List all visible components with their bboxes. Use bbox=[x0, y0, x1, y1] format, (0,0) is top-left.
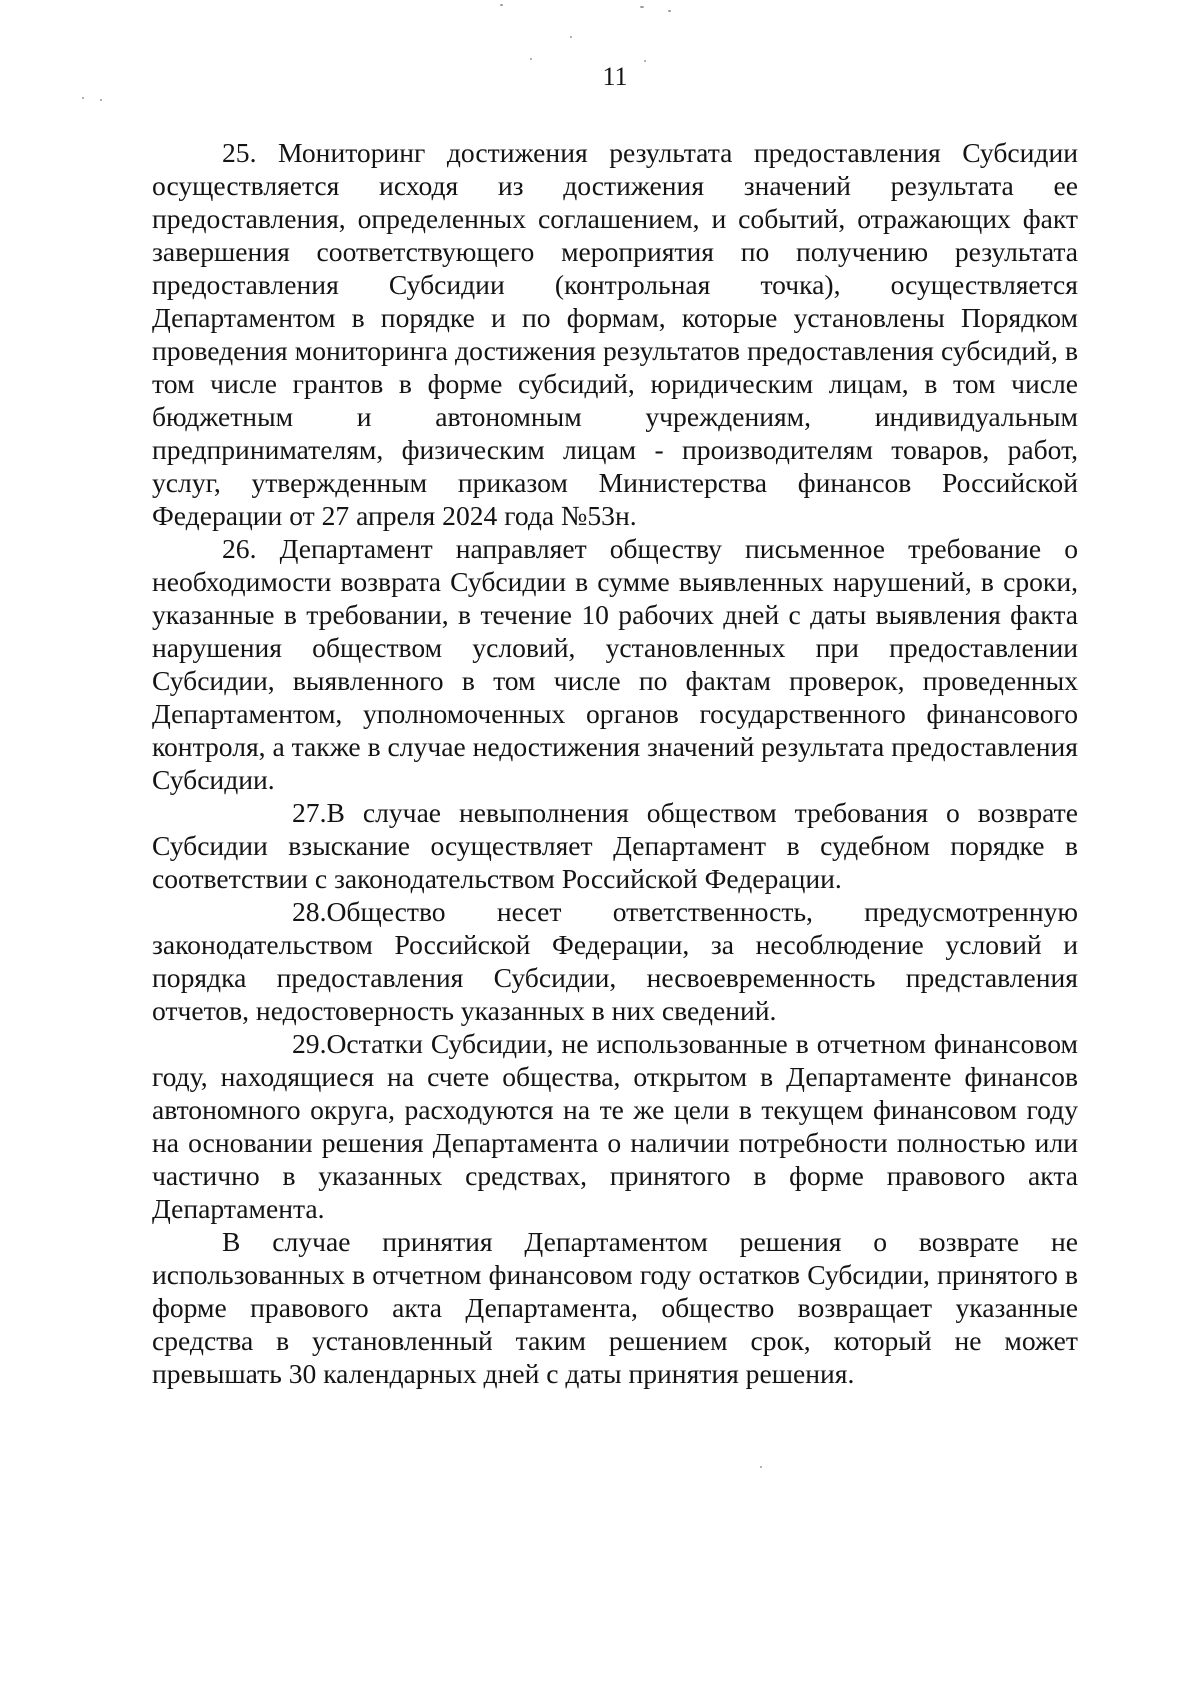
paragraph-number: 29. bbox=[292, 1028, 327, 1059]
scan-artifact bbox=[500, 4, 503, 6]
document-body bbox=[152, 136, 1078, 1390]
scan-artifact bbox=[530, 58, 532, 60]
scan-artifact bbox=[570, 36, 572, 38]
paragraph-text: Общество несет ответственность, предусмотренную законодательством Российской Федерации, за несоблюдение условий и порядка предоставления Субсидии, несвоевременность представления отчетов, недостоверность указанных в них сведений. bbox=[152, 896, 1078, 1026]
paragraph-27 bbox=[152, 796, 1078, 895]
paragraph-number: 27. bbox=[292, 797, 327, 828]
paragraph-29-continuation: В случае принятия Департаментом решения о возврате не использованных в отчетном финансовом году остатков Субсидии, принятого в форме правового акта Департамента, общество возвращает указанные средства в установленный таким решением срок, который не может превышать 30 календарных дней с даты принятия решения. bbox=[152, 1226, 1078, 1389]
scan-artifact bbox=[82, 97, 84, 99]
paragraph-text: Остатки Субсидии, не использованные в отчетном финансовом году, находящиеся на счете общества, открытом в Департаменте финансов автономного округа, расходуются на те же цели в текущем финансовом году на основании решения Департамента о наличии потребности полностью или частично в указанных средствах, принятого в форме правового акта Департамента. bbox=[152, 1028, 1078, 1224]
paragraph-25: 25. Мониторинг достижения результата предоставления Субсидии осуществляется исходя из достижения значений результата ее предоставления, определенных соглашением, и событий, отражающих факт завершения соответствующего мероприятия по получению результата предоставления Субсидии (контрольная точка), осуществляется Департаментом в порядке и по формам, которые установлены Порядком проведения мониторинга достижения результатов предоставления субсидий, в том числе грантов в форме субсидий, юридическим лицам, в том числе бюджетным и автономным учреждениям, индивидуальным предпринимателям, физическим лицам - производителям товаров, работ, услуг, утвержденным приказом Министерства финансов Российской Федерации от 27 апреля 2024 года №53н. bbox=[152, 137, 1078, 531]
paragraph-29 bbox=[152, 1027, 1078, 1225]
scan-artifact bbox=[760, 1466, 762, 1468]
paragraph-number: 28. bbox=[292, 896, 327, 927]
scan-artifact bbox=[668, 10, 671, 12]
page-number: 11 bbox=[602, 62, 628, 91]
scan-artifact bbox=[100, 99, 102, 101]
paragraph-28 bbox=[152, 895, 1078, 1027]
paragraph-text: В случае невыполнения обществом требования о возврате Субсидии взыскание осуществляет Департамент в судебном порядке в соответствии с законодательством Российской Федерации. bbox=[152, 797, 1078, 894]
scan-artifact bbox=[640, 6, 644, 8]
paragraph-26: 26. Департамент направляет обществу письменное требование о необходимости возврата Субсидии в сумме выявленных нарушений, в сроки, указанные в требовании, в течение 10 рабочих дней с даты выявления факта нарушения обществом условий, установленных при предоставлении Субсидии, выявленного в том числе по фактам проверок, проведенных Департаментом, уполномоченных органов государственного финансового контроля, а также в случае недостижения значений результата предоставления Субсидии. bbox=[152, 533, 1078, 795]
